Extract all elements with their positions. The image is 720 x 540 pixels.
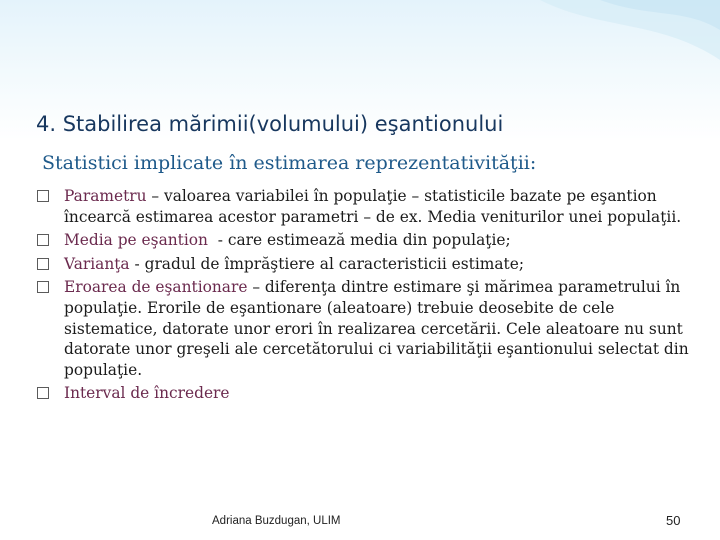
slide-title: 4. Stabilirea mărimii(volumului) eşantionului xyxy=(36,112,504,136)
bullet-list xyxy=(36,186,691,407)
bullet-term: Varianţa xyxy=(64,254,130,273)
slide-subtitle: Statistici implicate în estimarea reprezentativităţii: xyxy=(42,152,537,174)
bullet-item-media xyxy=(36,230,691,251)
bullet-term: Interval de încredere xyxy=(64,384,230,403)
bullet-text: – valoarea variabilei în populaţie – statisticile bazate pe eşantion încearcă estimarea acestor parametri – de ex. Media veniturilor unei populaţii. xyxy=(64,187,682,226)
bullet-term: Eroarea de eşantionare xyxy=(64,278,248,297)
square-bullet-icon xyxy=(37,281,49,293)
page-number: 50 xyxy=(666,513,681,528)
bullet-item-interval xyxy=(36,383,691,404)
bullet-text: – diferenţa dintre estimare şi mărimea parametrului în populaţie. Erorile de eşantionare (aleatoare) trebuie deosebite de cele sistematice, datorate unor erori în realizarea cercetării. Cele aleatoare nu sunt datorate unor greşeli ale cercetătorului ci variabilităţii eşantionului selectat din populaţie. xyxy=(64,278,689,379)
footer-author: Adriana Buzdugan, ULIM xyxy=(212,515,341,527)
square-bullet-icon xyxy=(37,387,49,399)
bullet-item-eroarea xyxy=(36,277,691,380)
bullet-item-varianta xyxy=(36,254,691,275)
bullet-term: Media pe eşantion xyxy=(64,231,208,250)
bullet-text: - care estimează media din populaţie; xyxy=(207,231,511,250)
bullet-item-parametru xyxy=(36,186,691,227)
bullet-term: Parametru xyxy=(64,187,147,205)
square-bullet-icon xyxy=(37,190,49,202)
bullet-text: - gradul de împrăştiere al caracteristicii estimate; xyxy=(129,254,525,273)
square-bullet-icon xyxy=(37,258,49,270)
corner-wave-decoration xyxy=(480,0,720,100)
square-bullet-icon xyxy=(37,234,49,246)
